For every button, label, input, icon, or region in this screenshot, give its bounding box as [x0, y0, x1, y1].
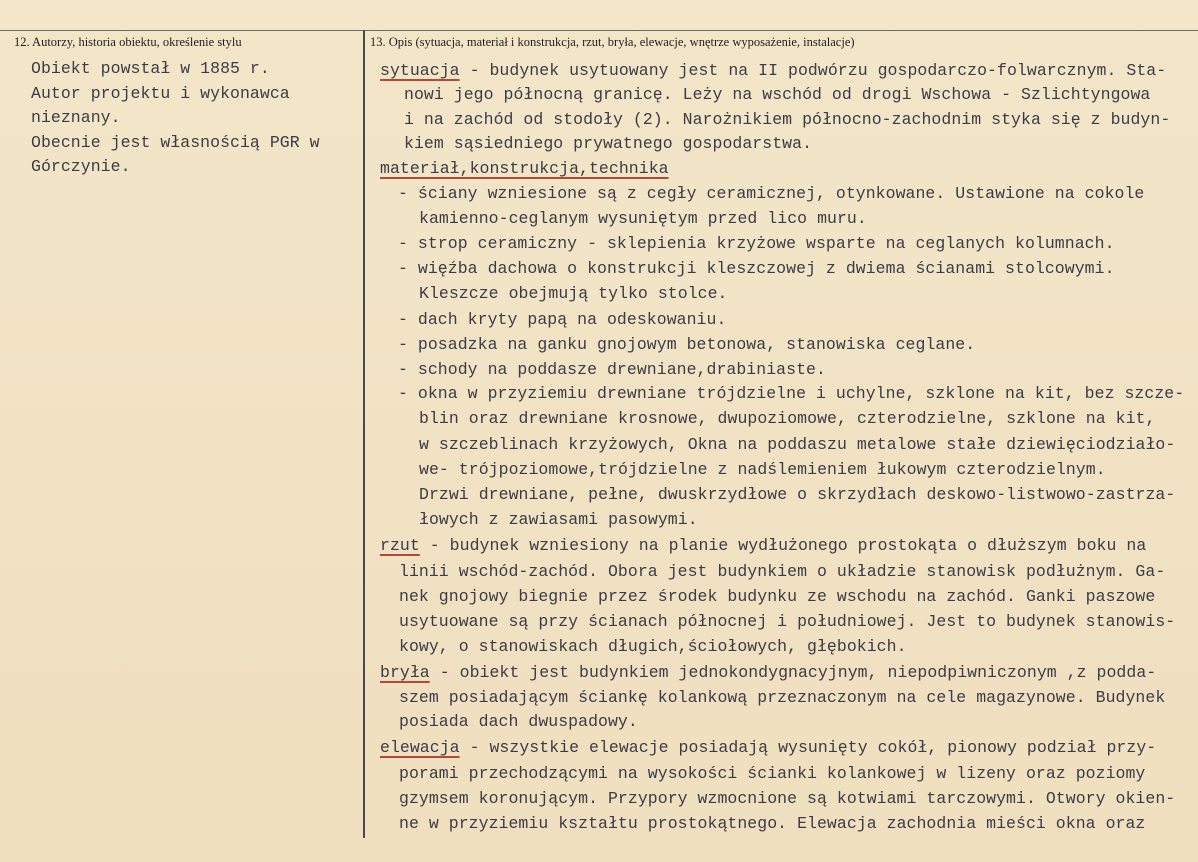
sytuacja-first-line: sytuacja - budynek usytuowany jest na II podwórzu gospodarczo-folwarcznym. Sta- — [380, 61, 1167, 80]
bryla-line: szem posiadającym ściankę kolankową przeznaczonym na cele magazynowe. Budynek — [399, 688, 1166, 707]
elewacja-line: porami przechodzącymi na wysokości ścianki kolankowej w lizeny oraz poziomy — [399, 764, 1146, 783]
section-heading-rzut: rzut — [380, 536, 420, 555]
material-line: - więźba dachowa o konstrukcji kleszczowej z dwiema ścianami stolcowymi. — [398, 259, 1115, 278]
material-line: w szczeblinach krzyżowych, Okna na poddaszu metalowe stałe dziewięciodziało- — [419, 435, 1176, 454]
material-line: - dach kryty papą na odeskowaniu. — [398, 310, 727, 329]
section-heading-material: materiał,konstrukcja,technika — [380, 159, 669, 178]
rzut-line: linii wschód-zachód. Obora jest budynkiem o układzie stanowisk podłużnym. Ga- — [399, 562, 1166, 581]
column-divider — [363, 30, 365, 838]
left-column-header: 12. Autorzy, historia obiektu, określenie stylu — [14, 35, 242, 49]
top-rule — [0, 30, 1198, 31]
material-line: - okna w przyziemiu drewniane trójdzielne i uchylne, szklone na kit, bez szcze- — [398, 384, 1185, 403]
elewacja-line: ne w przyziemiu kształtu prostokątnego. Elewacja zachodnia mieści okna oraz — [399, 814, 1146, 833]
rzut-first-line: rzut - budynek wzniesiony na planie wydłużonego prostokąta o dłuższym boku na — [380, 536, 1147, 555]
material-line: - strop ceramiczny - sklepienia krzyżowe wsparte na ceglanych kolumnach. — [398, 234, 1115, 253]
section-heading-elewacja: elewacja — [380, 738, 460, 757]
sytuacja-line: kiem sąsiedniego prywatnego gospodarstwa. — [404, 134, 813, 153]
left-line: Górczynie. — [31, 157, 131, 176]
bryla-first-line: bryła - obiekt jest budynkiem jednokondygnacyjnym, niepodpiwniczonym ,z podda- — [380, 663, 1157, 682]
material-line: we- trójpoziomowe,trójdzielne z nadślemieniem łukowym czterodzielnym. — [419, 460, 1106, 479]
right-column-header: 13. Opis (sytuacja, materiał i konstrukcja, rzut, bryła, elewacje, wnętrze wyposażenie, instalacje) — [370, 35, 855, 49]
material-line: Kleszcze obejmują tylko stolce. — [419, 284, 728, 303]
left-line: Obiekt powstał w 1885 r. — [31, 59, 270, 78]
material-line: Drzwi drewniane, pełne, dwuskrzydłowe o skrzydłach deskowo-listwowo-zastrza- — [419, 485, 1176, 504]
material-line: - ściany wzniesione są z cegły ceramicznej, otynkowane. Ustawione na cokole — [398, 184, 1145, 203]
rzut-line: usytuowane są przy ścianach północnej i południowej. Jest to budynek stanowis- — [399, 612, 1176, 631]
material-line: łowych z zawiasami pasowymi. — [419, 510, 698, 529]
elewacja-line: gzymsem koronującym. Przypory wzmocnione są kotwiami tarczowymi. Otwory okien- — [399, 789, 1176, 808]
rzut-line: nek gnojowy biegnie przez środek budynku ze wschodu na zachód. Ganki paszowe — [399, 587, 1156, 606]
material-line: blin oraz drewniane krosnowe, dwupoziomowe, czterodzielne, szklone na kit, — [419, 409, 1156, 428]
left-line: Obecnie jest własnością PGR w — [31, 133, 320, 152]
sytuacja-line: nowi jego północną granicę. Leży na wschód od drogi Wschowa - Szlichtyngowa — [404, 85, 1151, 104]
material-line: kamienno-ceglanym wysuniętym przed lico muru. — [419, 209, 867, 228]
left-line: Autor projektu i wykonawca — [31, 84, 290, 103]
material-line: - posadzka na ganku gnojowym betonowa, stanowiska ceglane. — [398, 335, 976, 354]
elewacja-first-line: elewacja - wszystkie elewacje posiadają wysunięty cokół, pionowy podział przy- — [380, 738, 1157, 757]
rzut-line: kowy, o stanowiskach długich,ściołowych, głębokich. — [399, 637, 907, 656]
left-line: nieznany. — [31, 108, 121, 127]
sytuacja-line: i na zachód od stodoły (2). Narożnikiem północno-zachodnim styka się z budyn- — [404, 110, 1171, 129]
bryla-line: posiada dach dwuspadowy. — [399, 712, 638, 731]
section-heading-sytuacja: sytuacja — [380, 61, 460, 80]
section-heading-bryla: bryła — [380, 663, 430, 682]
material-line: - schody na poddasze drewniane,drabiniaste. — [398, 360, 826, 379]
